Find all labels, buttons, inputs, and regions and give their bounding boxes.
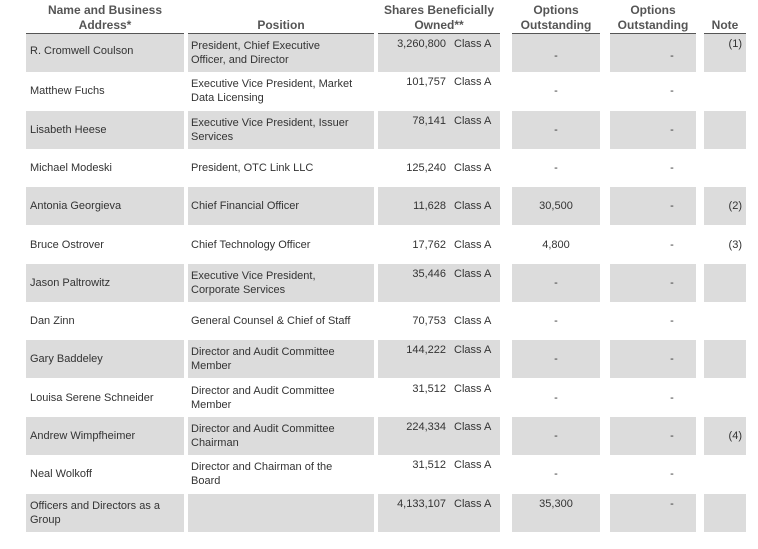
position-cell-line: Executive Vice President, Market <box>191 78 353 91</box>
header-note: Note <box>711 18 739 32</box>
name-cell <box>30 123 182 137</box>
name-cell <box>30 499 182 527</box>
options-1-cell: - <box>554 123 558 136</box>
share-class-cell: Class A <box>454 315 492 328</box>
note-cell: (4) <box>728 430 742 442</box>
name-cell-line: Dan Zinn <box>30 315 75 328</box>
row-shading <box>188 494 374 532</box>
share-class-cell: Class A <box>454 38 492 50</box>
shares-cell: 224,334 <box>406 421 446 433</box>
position-cell-line: Director and Chairman of the <box>191 461 333 474</box>
options-2-cell: - <box>670 276 674 289</box>
name-cell <box>30 44 182 58</box>
options-2-cell: - <box>670 430 674 442</box>
share-class-cell: Class A <box>454 161 492 174</box>
options-1-cell: - <box>554 430 558 442</box>
header-name-line2: Address* <box>78 18 132 32</box>
note-cell: (3) <box>728 238 742 251</box>
position-cell-line: Corporate Services <box>191 283 286 296</box>
header-options-2-line1: Options <box>630 3 676 17</box>
header-options-1 <box>512 3 600 33</box>
note-cell: (1) <box>728 38 742 50</box>
name-cell-line: Antonia Georgieva <box>30 200 122 213</box>
name-cell-line: Jason Paltrowitz <box>30 276 111 289</box>
options-2-cell: - <box>670 50 674 62</box>
position-cell-line: Board <box>191 475 221 488</box>
position-cell-line: Member <box>191 398 232 411</box>
position-cell <box>191 269 373 297</box>
position-cell <box>191 422 373 450</box>
position-cell <box>191 116 373 144</box>
position-cell-line: Chief Financial Officer <box>191 200 300 213</box>
shares-cell: 4,133,107 <box>397 497 446 510</box>
name-cell-line: Bruce Ostrover <box>30 238 104 251</box>
share-class-cell: Class A <box>454 238 492 251</box>
options-1-cell: - <box>554 276 558 289</box>
position-cell-line: General Counsel & Chief of Staff <box>191 315 351 328</box>
header-name-line1: Name and Business <box>47 3 163 17</box>
position-cell-line: Director and Audit Committee <box>191 346 335 359</box>
table-row <box>0 187 758 225</box>
name-cell-line: Matthew Fuchs <box>30 85 105 98</box>
options-2-cell: - <box>670 391 674 404</box>
name-cell <box>30 467 182 481</box>
options-2-cell: - <box>670 353 674 366</box>
name-cell-line: Neal Wolkoff <box>30 468 92 481</box>
options-1-cell: 30,500 <box>539 200 573 213</box>
position-cell <box>191 161 373 175</box>
share-class-cell: Class A <box>454 76 492 89</box>
options-2-cell: - <box>670 123 674 136</box>
shares-cell: 11,628 <box>413 200 446 213</box>
header-options-2 <box>610 3 696 33</box>
shares-cell: 35,446 <box>412 267 446 280</box>
options-1-cell: 35,300 <box>539 497 573 510</box>
shares-cell: 101,757 <box>406 76 446 89</box>
shares-cell: 31,512 <box>412 382 446 395</box>
position-cell-line: Services <box>191 130 234 143</box>
name-cell <box>30 238 182 252</box>
share-class-cell: Class A <box>454 497 492 510</box>
options-2-cell: - <box>670 161 674 174</box>
name-cell <box>30 276 182 290</box>
position-cell <box>191 39 373 67</box>
name-cell-line: Officers and Directors as a <box>30 499 161 512</box>
share-class-cell: Class A <box>454 114 492 127</box>
options-2-cell: - <box>670 497 674 510</box>
table-row <box>0 72 758 110</box>
shares-cell: 144,222 <box>406 344 446 357</box>
header-shares-line2: Owned** <box>414 18 464 32</box>
table-row <box>0 34 758 72</box>
position-cell-line: Chief Technology Officer <box>191 238 311 251</box>
position-cell <box>191 460 373 488</box>
table-row <box>0 149 758 187</box>
options-2-cell: - <box>670 315 674 328</box>
share-class-cell: Class A <box>454 267 492 280</box>
table-row <box>0 379 758 417</box>
position-cell-line: Officer, and Director <box>191 54 289 66</box>
name-cell-line: R. Cromwell Coulson <box>30 45 134 57</box>
share-class-cell: Class A <box>454 200 492 213</box>
header-options-1-line1: Options <box>533 3 579 17</box>
shares-cell: 70,753 <box>412 315 446 328</box>
options-1-cell: - <box>554 315 558 328</box>
name-cell <box>30 161 182 175</box>
position-cell <box>191 199 373 213</box>
share-class-cell: Class A <box>454 459 492 472</box>
options-2-cell: - <box>670 85 674 98</box>
table-row <box>0 494 758 532</box>
position-cell-line: Executive Vice President, <box>191 269 316 282</box>
table-row <box>0 264 758 302</box>
name-cell-line: Gary Baddeley <box>30 353 103 366</box>
position-cell <box>191 314 373 328</box>
header-shares <box>378 3 500 33</box>
position-cell-line: Chairman <box>191 437 239 449</box>
position-cell-line: Director and Audit Committee <box>191 423 335 435</box>
name-cell <box>30 352 182 366</box>
header-options-1-line2: Outstanding <box>520 18 592 32</box>
shares-cell: 17,762 <box>412 238 446 251</box>
position-cell-line: President, OTC Link LLC <box>191 161 314 174</box>
shares-cell: 3,260,800 <box>397 38 446 50</box>
position-cell-line: Director and Audit Committee <box>191 384 335 397</box>
name-cell-line: Louisa Serene Schneider <box>30 391 154 404</box>
options-1-cell: - <box>554 85 558 98</box>
header-options-2-line2: Outstanding <box>617 18 689 32</box>
position-cell-line: Data Licensing <box>191 92 264 105</box>
shares-cell: 31,512 <box>412 459 446 472</box>
header-position: Position <box>257 18 305 32</box>
name-cell <box>30 84 182 98</box>
name-cell-line: Michael Modeski <box>30 161 112 174</box>
position-cell <box>191 77 373 105</box>
share-class-cell: Class A <box>454 421 492 433</box>
name-cell-line: Lisabeth Heese <box>30 123 107 136</box>
position-cell <box>191 238 373 252</box>
options-2-cell: - <box>670 468 674 481</box>
table-row <box>0 226 758 264</box>
share-class-cell: Class A <box>454 344 492 357</box>
share-class-cell: Class A <box>454 382 492 395</box>
options-2-cell: - <box>670 238 674 251</box>
table-row <box>0 111 758 149</box>
table-row <box>0 417 758 455</box>
position-cell-line: Executive Vice President, Issuer <box>191 116 349 129</box>
name-cell-line: Andrew Wimpfheimer <box>30 430 136 442</box>
options-2-cell: - <box>670 200 674 213</box>
table-row <box>0 302 758 340</box>
name-cell <box>30 391 182 405</box>
header-name <box>26 3 184 33</box>
options-1-cell: - <box>554 353 558 366</box>
name-cell <box>30 429 182 443</box>
position-cell-line: Member <box>191 360 232 373</box>
table-header <box>0 0 758 35</box>
note-cell: (2) <box>728 200 742 213</box>
options-1-cell: - <box>554 468 558 481</box>
options-1-cell: - <box>554 161 558 174</box>
options-1-cell: - <box>554 50 558 62</box>
table-row <box>0 455 758 493</box>
options-1-cell: - <box>554 391 558 404</box>
position-cell <box>191 345 373 373</box>
header-shares-line1: Shares Beneficially <box>383 3 495 17</box>
position-cell-line: President, Chief Executive <box>191 40 321 52</box>
shares-cell: 78,141 <box>412 114 446 127</box>
options-1-cell: 4,800 <box>542 238 570 251</box>
name-cell-line: Group <box>30 513 61 526</box>
name-cell <box>30 314 182 328</box>
shares-cell: 125,240 <box>406 161 446 174</box>
position-cell <box>191 384 373 412</box>
table-row <box>0 340 758 378</box>
name-cell <box>30 199 182 213</box>
